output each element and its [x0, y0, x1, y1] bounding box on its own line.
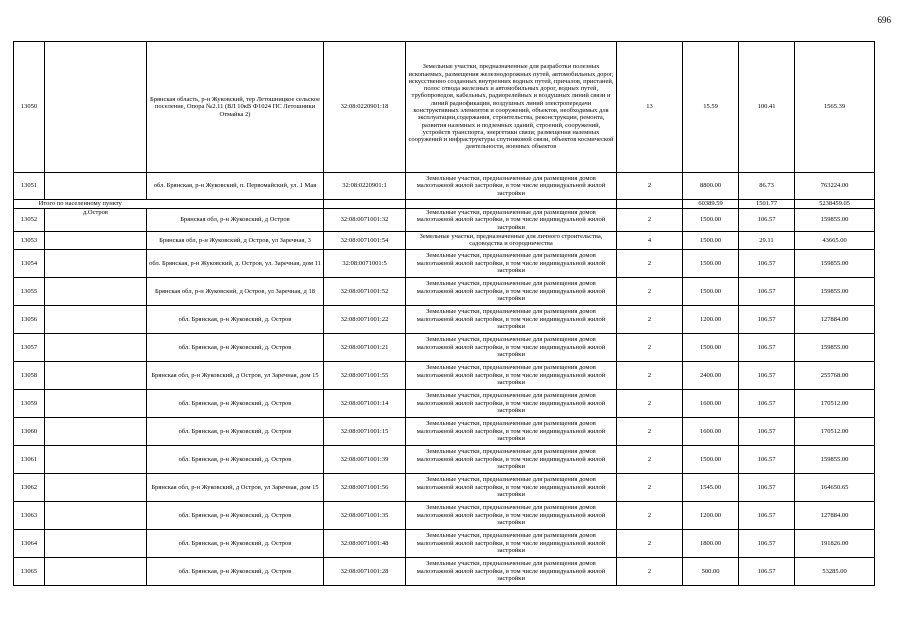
- row-group: 2: [617, 361, 683, 389]
- row-value: 170512.00: [795, 389, 875, 417]
- table-row: [14, 333, 875, 361]
- spacer-cell: [45, 173, 147, 200]
- row-id: 13062: [14, 473, 45, 501]
- row-value: 127884.00: [795, 501, 875, 529]
- row-address: Брянская обл, р-н Жуковский, д Остров, ул Заречная, дом 15: [147, 473, 324, 501]
- spacer-cell: [45, 445, 147, 473]
- row-value: 763224.00: [795, 173, 875, 200]
- row-rate: 106.57: [739, 305, 795, 333]
- row-address: Брянская область, р-н Жуковский, тер Летошницкое сельское поселение, Опора №2.11 (ВЛ 10кВ Ф1024 ПС Летошники Отмайка 2): [147, 42, 324, 173]
- row-rate: 106.57: [739, 445, 795, 473]
- row-rate: 106.57: [739, 209, 795, 232]
- row-value: 43665.00: [795, 231, 875, 249]
- row-group: 2: [617, 305, 683, 333]
- spacer-cell: [324, 200, 406, 209]
- page-number: 696: [877, 15, 891, 25]
- spacer-cell: [617, 200, 683, 209]
- row-address: обл. Брянская, р-н Жуковский, д. Остров: [147, 305, 324, 333]
- row-value: 159855.00: [795, 445, 875, 473]
- row-group: 2: [617, 333, 683, 361]
- table-row: [14, 557, 875, 585]
- total-area: 60389.59: [683, 200, 739, 209]
- row-value: 170512.00: [795, 417, 875, 445]
- row-land-purpose: Земельные участки, предназначенные для размещения домов малоэтажной жилой застройки, в том числе индивидуальной жилой застройки: [406, 445, 617, 473]
- table-row: [14, 277, 875, 305]
- row-rate: 106.57: [739, 277, 795, 305]
- spacer-cell: [45, 501, 147, 529]
- row-rate: 29.11: [739, 231, 795, 249]
- table-row: [14, 249, 875, 277]
- row-land-purpose: Земельные участки, предназначенные для размещения домов малоэтажной жилой застройки, в том числе индивидуальной жилой застройки: [406, 173, 617, 200]
- row-rate: 106.57: [739, 249, 795, 277]
- row-area: 1500.00: [683, 277, 739, 305]
- row-rate: 100.41: [739, 42, 795, 173]
- row-cadastral-number: 32:08:0071001:35: [324, 501, 406, 529]
- table-row: [14, 473, 875, 501]
- row-cadastral-number: 32:08:0071001:28: [324, 557, 406, 585]
- row-id: 13059: [14, 389, 45, 417]
- table-row: [14, 231, 875, 249]
- spacer-cell: [45, 557, 147, 585]
- row-group: 4: [617, 231, 683, 249]
- row-land-purpose: Земельные участки, предназначенные для размещения домов малоэтажной жилой застройки, в том числе индивидуальной жилой застройки: [406, 361, 617, 389]
- row-cadastral-number: 32:08:0071001:55: [324, 361, 406, 389]
- row-value: 159855.00: [795, 277, 875, 305]
- row-area: 1200.00: [683, 501, 739, 529]
- row-group: 2: [617, 529, 683, 557]
- row-value: 127884.00: [795, 305, 875, 333]
- row-group: 2: [617, 473, 683, 501]
- row-value: 255768.00: [795, 361, 875, 389]
- row-group: 2: [617, 557, 683, 585]
- row-area: 1600.00: [683, 389, 739, 417]
- row-area: 1500.00: [683, 445, 739, 473]
- row-cadastral-number: 32:08:0071001:52: [324, 277, 406, 305]
- spacer-cell: [147, 200, 324, 209]
- row-rate: 106.57: [739, 333, 795, 361]
- row-land-purpose: Земельные участки, предназначенные для личного строительства, садоводства и огородничества: [406, 231, 617, 249]
- row-cadastral-number: 32:08:0220901:18: [324, 42, 406, 173]
- row-area: 1200.00: [683, 305, 739, 333]
- row-area: 1500.00: [683, 333, 739, 361]
- row-rate: 106.57: [739, 557, 795, 585]
- row-value: 159855.00: [795, 209, 875, 232]
- row-address: обл. Брянская, р-н Жуковский, д. Остров: [147, 445, 324, 473]
- row-cadastral-number: 32:08:0071001:5: [324, 249, 406, 277]
- row-land-purpose: Земельные участки, предназначенные для размещения домов малоэтажной жилой застройки, в том числе индивидуальной жилой застройки: [406, 209, 617, 232]
- spacer-cell: [45, 42, 147, 173]
- row-id: 13065: [14, 557, 45, 585]
- table-row: [14, 445, 875, 473]
- row-address: обл. Брянская, р-н Жуковский, д. Остров: [147, 501, 324, 529]
- row-group: 2: [617, 417, 683, 445]
- table-row: [14, 305, 875, 333]
- row-address: обл. Брянская, р-н Жуковский, д. Остров: [147, 333, 324, 361]
- spacer-cell: [45, 333, 147, 361]
- row-id: 13051: [14, 173, 45, 200]
- row-value: 53285.00: [795, 557, 875, 585]
- spacer-cell: [45, 361, 147, 389]
- row-id: 13050: [14, 42, 45, 173]
- row-value: 159855.00: [795, 333, 875, 361]
- row-id: 13060: [14, 417, 45, 445]
- spacer-cell: [45, 249, 147, 277]
- spacer-cell: [406, 200, 617, 209]
- row-land-purpose: Земельные участки, предназначенные для размещения домов малоэтажной жилой застройки, в том числе индивидуальной жилой застройки: [406, 249, 617, 277]
- table-row: [14, 173, 875, 200]
- row-address: обл. Брянская, р-н Жуковский, д. Остров: [147, 529, 324, 557]
- row-area: 1500.00: [683, 209, 739, 232]
- row-rate: 106.57: [739, 361, 795, 389]
- row-id: 13053: [14, 231, 45, 249]
- table-row: [14, 417, 875, 445]
- table-row: [14, 42, 875, 173]
- row-address: Брянская обл, р-н Жуковский, д Остров, ул Заречная, д 18: [147, 277, 324, 305]
- row-address: обл. Брянская, р-н Жуковский, д. Остров: [147, 557, 324, 585]
- row-group: 2: [617, 445, 683, 473]
- table-row: [14, 501, 875, 529]
- row-land-purpose: Земельные участки, предназначенные для размещения домов малоэтажной жилой застройки, в том числе индивидуальной жилой застройки: [406, 333, 617, 361]
- table-row: [14, 361, 875, 389]
- row-group: 13: [617, 42, 683, 173]
- row-id: 13064: [14, 529, 45, 557]
- row-group: 2: [617, 277, 683, 305]
- row-cadastral-number: 32:08:0071001:32: [324, 209, 406, 232]
- row-id: 13052: [14, 209, 45, 232]
- row-land-purpose: Земельные участки, предназначенные для разработки полезных ископаемых, размещения железнодорожных путей, автомобильных дорог, искусственно созданных внутренних водных путей, причалов, пристаней, полос отвода железных и автомобильных дорог, водных путей, трубопроводов, кабельных, радиорелейных и воздушных линий связи и линий радиофикации, воздушных линий электропередачи конструктивных элементов и сооружений, объектов, необходимых для эксплуатации,содержания, строительства, реконструкции, ремонта, развития наземных и подземных зданий, строений, сооружений, устройств транспорта, энергетики связи; размещения наземных сооружений и инфраструктуры спутниковой связи, объектов космической деятельности, военных объектов: [406, 42, 617, 173]
- row-land-purpose: Земельные участки, предназначенные для размещения домов малоэтажной жилой застройки, в том числе индивидуальной жилой застройки: [406, 417, 617, 445]
- spacer-cell: [45, 529, 147, 557]
- row-id: 13056: [14, 305, 45, 333]
- row-rate: 106.57: [739, 529, 795, 557]
- row-area: 2400.00: [683, 361, 739, 389]
- row-value: 164650.65: [795, 473, 875, 501]
- table-row: [14, 389, 875, 417]
- table-row: [14, 529, 875, 557]
- row-group: 2: [617, 249, 683, 277]
- row-address: обл. Брянская, р-н Жуковский, д. Остров: [147, 389, 324, 417]
- row-address: обл. Брянская, р-н Жуковский, д. Остров, ул. Заречная, дом 11: [147, 249, 324, 277]
- row-rate: 86.73: [739, 173, 795, 200]
- row-rate: 106.57: [739, 417, 795, 445]
- row-area: 1800.00: [683, 529, 739, 557]
- row-cadastral-number: 32:08:0071001:48: [324, 529, 406, 557]
- row-land-purpose: Земельные участки, предназначенные для размещения домов малоэтажной жилой застройки, в том числе индивидуальной жилой застройки: [406, 277, 617, 305]
- row-cadastral-number: 32:08:0220901:1: [324, 173, 406, 200]
- row-value: 191826.00: [795, 529, 875, 557]
- row-cadastral-number: 32:08:0071001:56: [324, 473, 406, 501]
- total-rate: 1501.77: [739, 200, 795, 209]
- row-area: 1600.00: [683, 417, 739, 445]
- row-group: 2: [617, 209, 683, 232]
- row-cadastral-number: 32:08:0071001:14: [324, 389, 406, 417]
- row-area: 8800.00: [683, 173, 739, 200]
- row-id: 13058: [14, 361, 45, 389]
- spacer-cell: [45, 417, 147, 445]
- total-label: Итого по населенному пункту: [14, 200, 147, 209]
- row-cadastral-number: 32:08:0071001:22: [324, 305, 406, 333]
- row-rate: 106.57: [739, 389, 795, 417]
- row-cadastral-number: 32:08:0071001:15: [324, 417, 406, 445]
- row-area: 500.00: [683, 557, 739, 585]
- spacer-cell: [45, 277, 147, 305]
- row-address: обл. Брянская, р-н Жуковский, д. Остров: [147, 417, 324, 445]
- row-land-purpose: Земельные участки, предназначенные для размещения домов малоэтажной жилой застройки, в том числе индивидуальной жилой застройки: [406, 305, 617, 333]
- spacer-cell: [45, 231, 147, 249]
- row-id: 13057: [14, 333, 45, 361]
- row-address: Брянская обл, р-н Жуковский, д Остров: [147, 209, 324, 232]
- spacer-cell: [45, 389, 147, 417]
- spacer-cell: [45, 305, 147, 333]
- row-id: 13063: [14, 501, 45, 529]
- row-land-purpose: Земельные участки, предназначенные для размещения домов малоэтажной жилой застройки, в том числе индивидуальной жилой застройки: [406, 389, 617, 417]
- row-land-purpose: Земельные участки, предназначенные для размещения домов малоэтажной жилой застройки, в том числе индивидуальной жилой застройки: [406, 529, 617, 557]
- row-cadastral-number: 32:08:0071001:39: [324, 445, 406, 473]
- row-address: Брянская обл, р-н Жуковский, д Остров, ул Заречная, 3: [147, 231, 324, 249]
- total-value: 5238459.05: [795, 200, 875, 209]
- row-land-purpose: Земельные участки, предназначенные для размещения домов малоэтажной жилой застройки, в том числе индивидуальной жилой застройки: [406, 501, 617, 529]
- row-id: 13055: [14, 277, 45, 305]
- row-land-purpose: Земельные участки, предназначенные для размещения домов малоэтажной жилой застройки, в том числе индивидуальной жилой застройки: [406, 557, 617, 585]
- row-area: 1545.00: [683, 473, 739, 501]
- total-row: [14, 200, 875, 209]
- locality-header: д.Остров: [45, 209, 147, 232]
- cadastral-value-table: [13, 41, 875, 586]
- row-group: 2: [617, 173, 683, 200]
- table-row: [14, 209, 875, 232]
- row-value: 159855.00: [795, 249, 875, 277]
- spacer-cell: [45, 473, 147, 501]
- row-address: обл. Брянская, р-н Жуковский, п. Первомайский, ул. 1 Мая: [147, 173, 324, 200]
- row-id: 13054: [14, 249, 45, 277]
- row-group: 2: [617, 501, 683, 529]
- row-cadastral-number: 32:08:0071001:21: [324, 333, 406, 361]
- row-area: 1500.00: [683, 231, 739, 249]
- row-land-purpose: Земельные участки, предназначенные для размещения домов малоэтажной жилой застройки, в том числе индивидуальной жилой застройки: [406, 473, 617, 501]
- row-area: 1500.00: [683, 249, 739, 277]
- row-id: 13061: [14, 445, 45, 473]
- row-cadastral-number: 32:08:0071001:54: [324, 231, 406, 249]
- row-area: 15.59: [683, 42, 739, 173]
- table-body: [14, 42, 875, 586]
- row-address: Брянская обл, р-н Жуковский, д Остров, ул Заречная, дом 15: [147, 361, 324, 389]
- row-value: 1565.39: [795, 42, 875, 173]
- row-group: 2: [617, 389, 683, 417]
- row-rate: 106.57: [739, 501, 795, 529]
- row-rate: 106.57: [739, 473, 795, 501]
